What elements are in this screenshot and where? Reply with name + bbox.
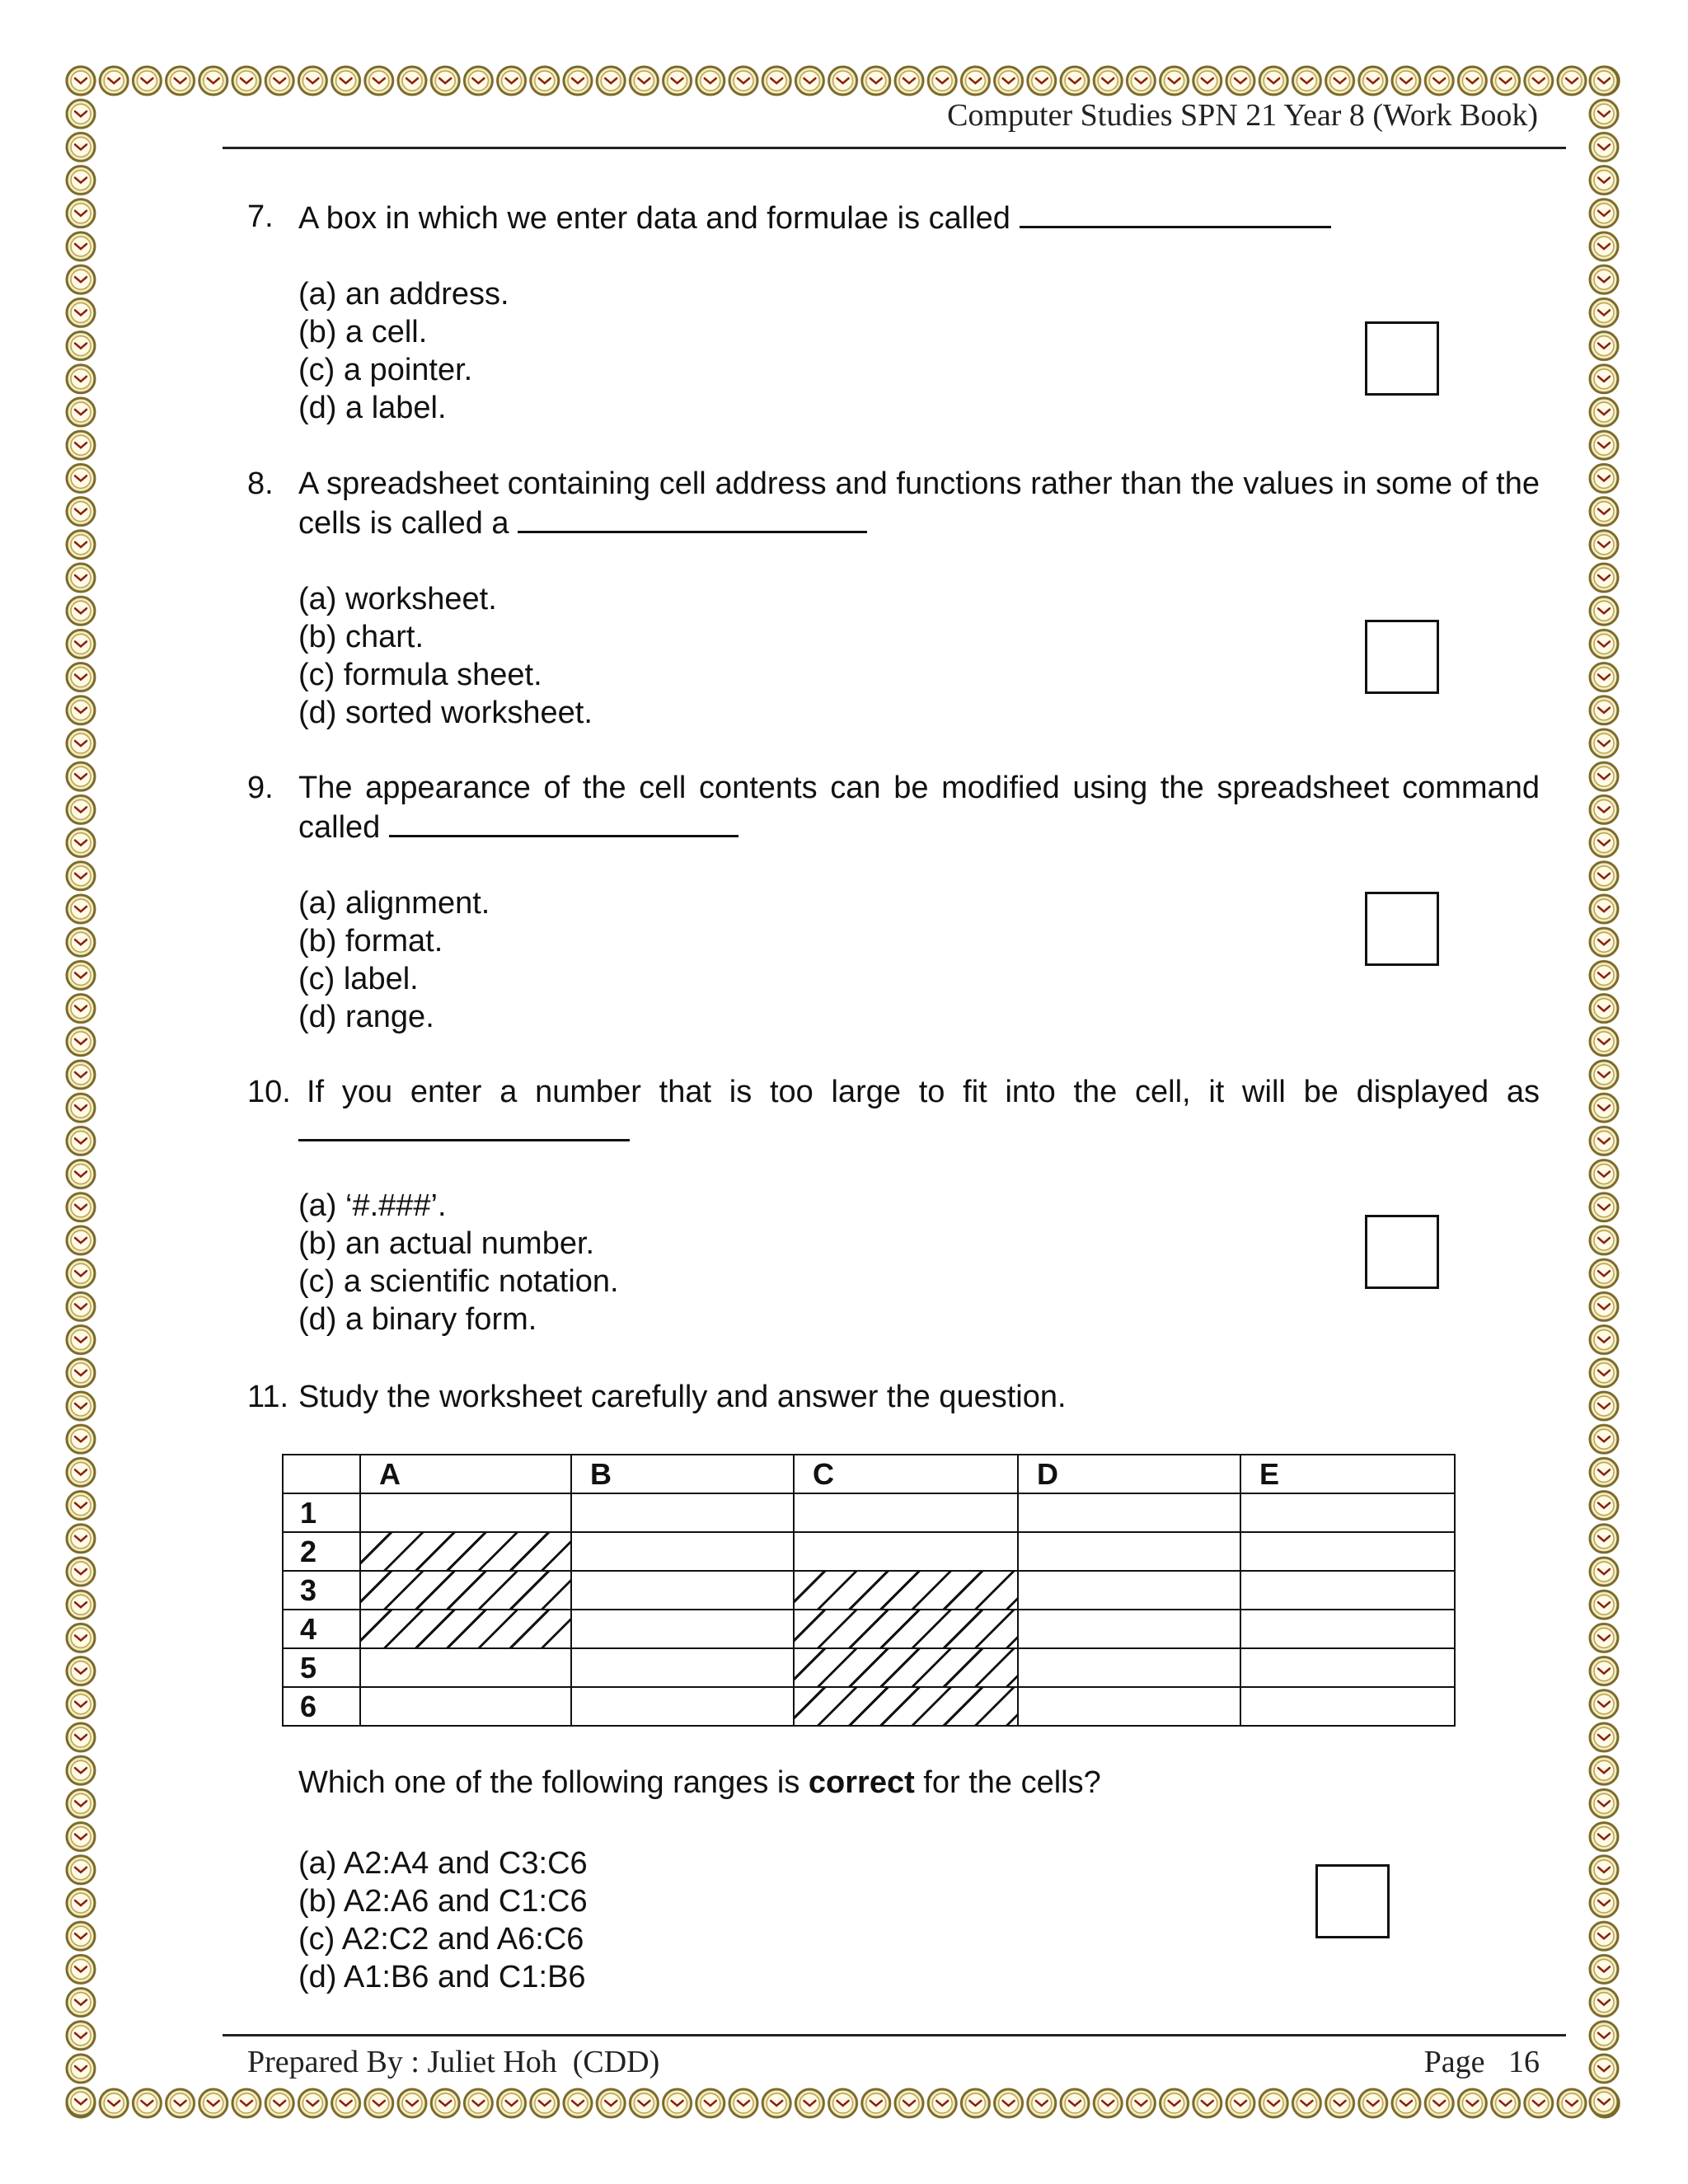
answer-blank[interactable] [518, 503, 867, 533]
question-text: The appearance of the cell contents can be modified using the spreadsheet command called [298, 771, 1540, 845]
footer-rule [223, 2034, 1566, 2036]
option-a[interactable]: (a) A2:A4 and C3:C6 [298, 1846, 588, 1881]
question-text: If you enter a number that is too large to fit into the cell, it will be displayed as [307, 1075, 1540, 1109]
cell-E6[interactable] [1240, 1687, 1455, 1726]
header-rule [223, 147, 1566, 149]
question-number: 8. [247, 466, 274, 501]
column-header: B [571, 1455, 794, 1493]
worksheet-header-row [283, 1455, 1455, 1493]
row-header: 2 [283, 1532, 360, 1571]
cell-B6[interactable] [571, 1687, 794, 1726]
question-10 [247, 1073, 1540, 1338]
cell-C3-shaded[interactable] [794, 1571, 1018, 1610]
cell-E5[interactable] [1240, 1648, 1455, 1687]
sub-question-emphasis: correct [808, 1765, 915, 1800]
cell-C4-shaded[interactable] [794, 1610, 1018, 1648]
sub-question-text: Which one of the following ranges is [298, 1765, 809, 1800]
cell-A6[interactable] [360, 1687, 571, 1726]
clock-border-right [1587, 64, 1620, 2120]
cell-A2-shaded[interactable] [360, 1532, 571, 1571]
page-number: Page 16 [1423, 2045, 1540, 2079]
option-b[interactable]: (b) format. [298, 924, 443, 958]
worksheet-row [283, 1571, 1455, 1610]
option-a[interactable]: (a) ‘#.###’. [298, 1188, 447, 1223]
question-9 [247, 769, 1540, 1036]
answer-box-8[interactable] [1365, 620, 1439, 694]
question-number: 10. [247, 1075, 291, 1109]
clock-border-left [64, 64, 97, 2120]
option-b[interactable]: (b) A2:A6 and C1:C6 [298, 1884, 588, 1919]
answer-box-10[interactable] [1365, 1215, 1439, 1289]
cell-B4[interactable] [571, 1610, 794, 1648]
cell-C1[interactable] [794, 1493, 1018, 1532]
row-header: 3 [283, 1571, 360, 1610]
cell-D3[interactable] [1018, 1571, 1240, 1610]
cell-E4[interactable] [1240, 1610, 1455, 1648]
cell-C2[interactable] [794, 1532, 1018, 1571]
cell-B5[interactable] [571, 1648, 794, 1687]
option-d[interactable]: (d) range. [298, 1000, 434, 1034]
question-8 [247, 465, 1540, 732]
row-header: 4 [283, 1610, 360, 1648]
cell-D2[interactable] [1018, 1532, 1240, 1571]
option-b[interactable]: (b) an actual number. [298, 1226, 595, 1261]
option-b[interactable]: (b) chart. [298, 620, 424, 654]
column-header: A [360, 1455, 571, 1493]
option-d[interactable]: (d) sorted worksheet. [298, 696, 593, 730]
option-b[interactable]: (b) a cell. [298, 315, 428, 349]
corner-cell [283, 1455, 360, 1493]
option-c[interactable]: (c) A2:C2 and A6:C6 [298, 1922, 584, 1957]
answer-box-9[interactable] [1365, 892, 1439, 966]
option-c[interactable]: (c) label. [298, 962, 419, 996]
question-text: A box in which we enter data and formulae is called [298, 201, 1010, 236]
cell-E2[interactable] [1240, 1532, 1455, 1571]
cell-A5[interactable] [360, 1648, 571, 1687]
sub-question-text-end: for the cells? [914, 1765, 1101, 1800]
column-header: E [1240, 1455, 1455, 1493]
question-number: 9. [247, 771, 274, 805]
cell-D6[interactable] [1018, 1687, 1240, 1726]
question-11 [247, 1378, 1540, 1416]
cell-B3[interactable] [571, 1571, 794, 1610]
cell-B1[interactable] [571, 1493, 794, 1532]
row-header: 1 [283, 1493, 360, 1532]
cell-E3[interactable] [1240, 1571, 1455, 1610]
worksheet-row [283, 1648, 1455, 1687]
option-a[interactable]: (a) worksheet. [298, 582, 497, 616]
cell-B2[interactable] [571, 1532, 794, 1571]
cell-A3-shaded[interactable] [360, 1571, 571, 1610]
answer-box-11[interactable] [1315, 1864, 1390, 1938]
cell-D5[interactable] [1018, 1648, 1240, 1687]
question-number: 7. [247, 199, 274, 234]
option-c[interactable]: (c) formula sheet. [298, 658, 542, 692]
cell-D1[interactable] [1018, 1493, 1240, 1532]
answer-blank[interactable] [389, 807, 738, 837]
option-c[interactable]: (c) a pointer. [298, 353, 473, 387]
cell-A1[interactable] [360, 1493, 571, 1532]
clock-border-top [64, 64, 1620, 97]
question-text: A spreadsheet containing cell address and functions rather than the values in some of the cells is called a [298, 466, 1540, 541]
column-header: D [1018, 1455, 1240, 1493]
clock-border-bottom [64, 2087, 1620, 2120]
answer-blank[interactable] [298, 1111, 630, 1141]
question-7 [247, 198, 1540, 427]
cell-E1[interactable] [1240, 1493, 1455, 1532]
row-header: 6 [283, 1687, 360, 1726]
option-d[interactable]: (d) a label. [298, 391, 447, 425]
option-a[interactable]: (a) alignment. [298, 886, 490, 921]
option-a[interactable]: (a) an address. [298, 277, 509, 312]
question-number: 11. [247, 1380, 289, 1414]
worksheet-row [283, 1610, 1455, 1648]
header-title: Computer Studies SPN 21 Year 8 (Work Book) [947, 98, 1538, 133]
cell-A4-shaded[interactable] [360, 1610, 571, 1648]
worksheet-table [282, 1454, 1456, 1727]
column-header: C [794, 1455, 1018, 1493]
cell-C6-shaded[interactable] [794, 1687, 1018, 1726]
option-c[interactable]: (c) a scientific notation. [298, 1264, 619, 1299]
option-d[interactable]: (d) A1:B6 and C1:B6 [298, 1960, 586, 1994]
cell-D4[interactable] [1018, 1610, 1240, 1648]
cell-C5-shaded[interactable] [794, 1648, 1018, 1687]
question-text: Study the worksheet carefully and answer the question. [298, 1380, 1067, 1414]
prepared-by: Prepared By : Juliet Hoh (CDD) [247, 2045, 660, 2079]
answer-box-7[interactable] [1365, 321, 1439, 396]
worksheet-row [283, 1687, 1455, 1726]
row-header: 5 [283, 1648, 360, 1687]
answer-blank[interactable] [1020, 198, 1331, 228]
question-11-options [298, 1844, 1040, 1996]
sub-question [298, 1765, 1101, 1801]
worksheet-row [283, 1493, 1455, 1532]
option-d[interactable]: (d) a binary form. [298, 1302, 537, 1337]
worksheet-row [283, 1532, 1455, 1571]
